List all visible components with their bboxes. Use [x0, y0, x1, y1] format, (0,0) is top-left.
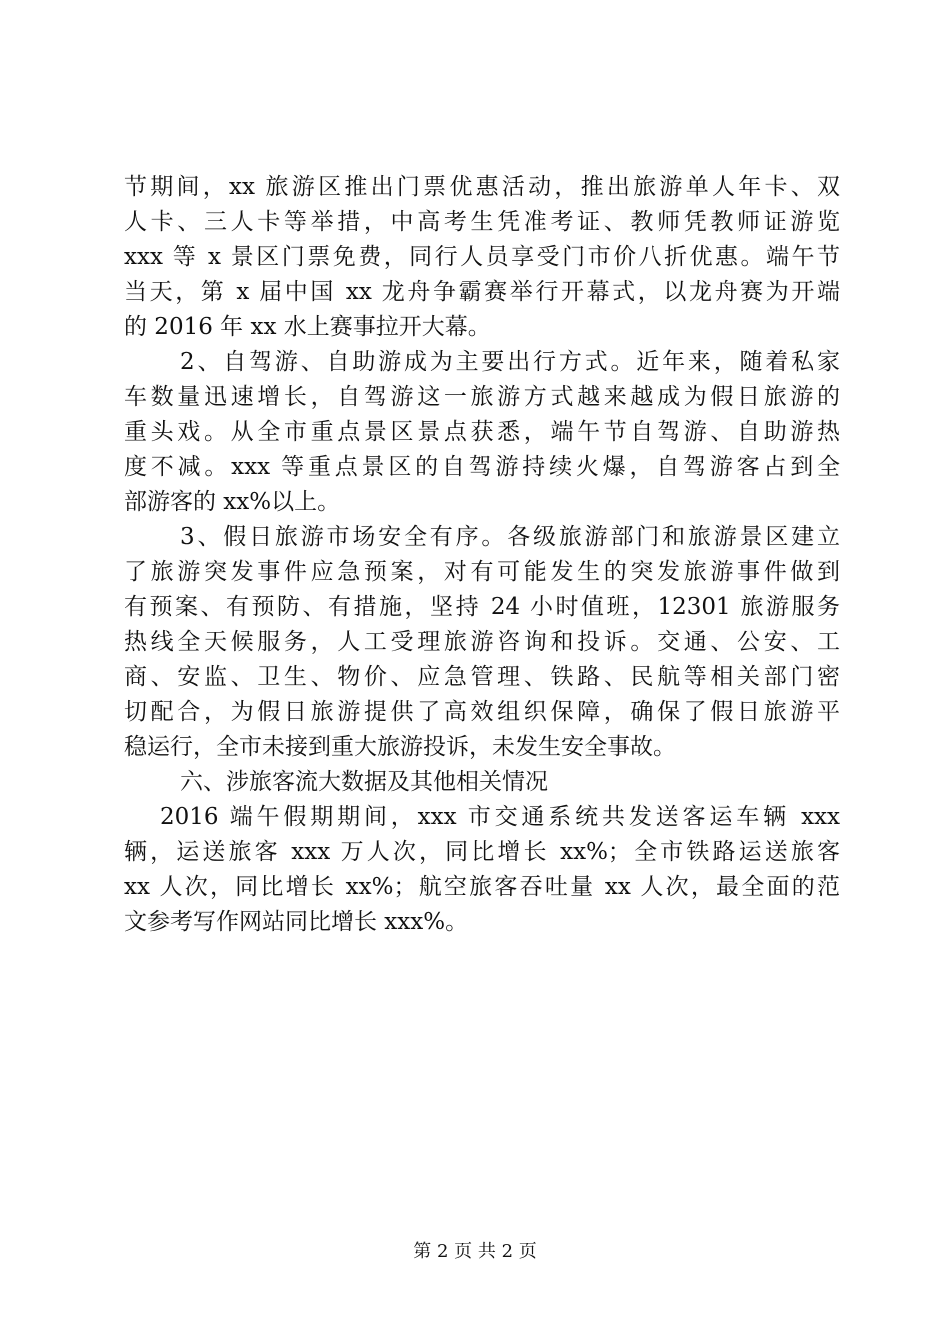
paragraph-4-start: 2016 端午假期期间，xxx 市交通系统共发送客运车辆 xxx	[160, 804, 840, 830]
text-line: 的 2016 年 xx 水上赛事拉开大幕。	[124, 314, 491, 340]
text-line: 热线全天候服务，人工受理旅游咨询和投诉。交通、公安、工	[124, 629, 840, 655]
text-line: 切配合，为假日旅游提供了高效组织保障，确保了假日旅游平	[124, 699, 840, 725]
text-line: 商、安监、卫生、物价、应急管理、铁路、民航等相关部门密	[124, 664, 840, 690]
paragraph-3-start: 3、假日旅游市场安全有序。各级旅游部门和旅游景区建立	[180, 524, 840, 550]
text-line: xxx 等 x 景区门票免费，同行人员享受门市价八折优惠。端午节	[124, 244, 840, 270]
text-line: 辆，运送旅客 xxx 万人次，同比增长 xx%；全市铁路运送旅客	[124, 839, 840, 865]
text-line: 部游客的 xx%以上。	[124, 489, 341, 515]
paragraph-2-start: 2、自驾游、自助游成为主要出行方式。近年来，随着私家	[180, 349, 840, 375]
section-heading: 六、涉旅客流大数据及其他相关情况	[180, 769, 548, 795]
text-line: 当天，第 x 届中国 xx 龙舟争霸赛举行开幕式，以龙舟赛为开端	[124, 279, 840, 305]
text-line: xx 人次，同比增长 xx%；航空旅客吞吐量 xx 人次，最全面的范	[124, 874, 840, 900]
text-line: 有预案、有预防、有措施，坚持 24 小时值班，12301 旅游服务	[124, 594, 840, 620]
document-body	[124, 170, 840, 940]
text-line: 人卡、三人卡等举措，中高考生凭准考证、教师凭教师证游览	[124, 209, 840, 235]
page-footer	[0, 1240, 950, 1264]
text-line: 度不减。xxx 等重点景区的自驾游持续火爆，自驾游客占到全	[124, 454, 840, 480]
text-line: 车数量迅速增长，自驾游这一旅游方式越来越成为假日旅游的	[124, 384, 840, 410]
text-line: 节期间，xx 旅游区推出门票优惠活动，推出旅游单人年卡、双	[124, 174, 840, 200]
text-line: 稳运行，全市未接到重大旅游投诉，未发生安全事故。	[124, 734, 676, 760]
text-line: 了旅游突发事件应急预案，对有可能发生的突发旅游事件做到	[124, 559, 840, 585]
text-line: 重头戏。从全市重点景区景点获悉，端午节自驾游、自助游热	[124, 419, 840, 445]
text-line: 文参考写作网站同比增长 xxx%。	[124, 909, 469, 935]
page-number: 第 2 页 共 2 页	[413, 1241, 537, 1262]
